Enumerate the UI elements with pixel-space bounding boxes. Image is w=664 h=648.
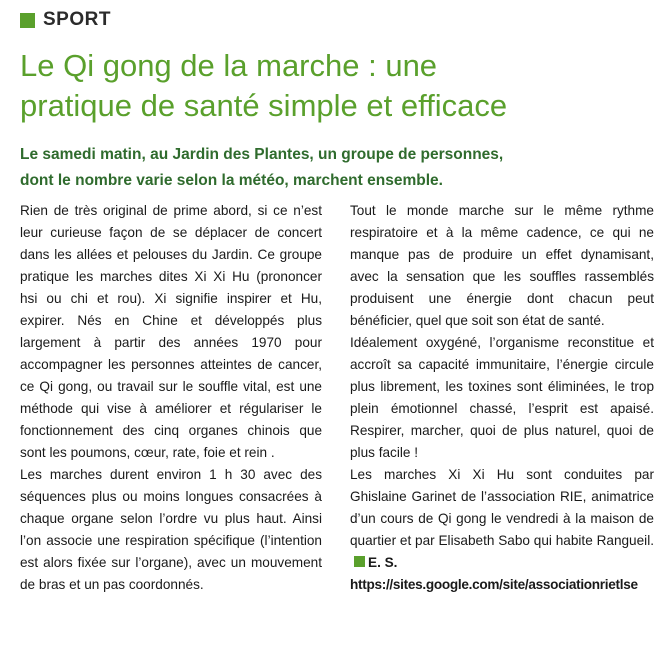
association-link[interactable]: https://sites.google.com/site/associationrietlse xyxy=(350,577,638,592)
article-title-line-1: Le Qi gong de la marche : une xyxy=(20,48,438,83)
closing-text: Les marches Xi Xi Hu sont conduites par Ghislaine Garinet de l’association RIE, animatrice d’un cours de Qi gong le vendredi à la maison de quartier et par Elisabeth Sabo qui habite Rangueil. xyxy=(350,467,654,548)
article-title xyxy=(20,46,650,126)
article-lead xyxy=(20,142,650,194)
section-rubric xyxy=(20,8,111,32)
article-title-line-2: pratique de santé simple et efficace xyxy=(20,88,508,123)
body-paragraph: Les marches durent environ 1 h 30 avec des séquences plus ou moins longues consacrées à chaque organe selon l’ordre vu plus haut. Ainsi l’on associe une respiration spécifique (l’intention est alors fixée sur l’organe), avec un mouvement de bras et un pas coordonnés. xyxy=(20,467,322,592)
signature-initials: E. S. xyxy=(368,555,398,570)
body-paragraph: Tout le monde marche sur le même rythme respiratoire et à la même cadence, ce qui ne manque pas de produire un effet dynamisant, avec la sensation que les souffles rassemblés produisent une énergie dont chacun peut bénéficier, quel que soit son état de santé. xyxy=(350,203,654,328)
right-column xyxy=(350,200,654,596)
lead-line-2: dont le nombre varie selon la météo, marchent ensemble. xyxy=(20,172,443,189)
section-marker-square xyxy=(20,13,35,28)
body-paragraph: Idéalement oxygéné, l’organisme reconstitue et accroît sa capacité immunitaire, l’énergie circule plus librement, les toxines sont éliminées, le trop plein émotionnel chassé, l’esprit est apaisé. Respirer, marcher, quoi de plus naturel, quoi de plus facile ! xyxy=(350,335,654,460)
author-signature xyxy=(350,555,397,570)
closing-paragraph xyxy=(350,464,654,574)
signature-marker-square xyxy=(354,556,365,567)
section-label: SPORT xyxy=(43,9,111,30)
lead-line-1: Le samedi matin, au Jardin des Plantes, un groupe de personnes, xyxy=(20,146,504,163)
body-paragraph: Rien de très original de prime abord, si ce n’est leur curieuse façon de se déplacer de concert dans les allées et pelouses du Jardin. Ce groupe pratique les marches dites Xi Xi Hu (prononcer hsi ou chi et rou). Xi signifie inspirer et Hu, expirer. Nés en Chine et développés plus largement à partir des années 1970 pour accompagner les personnes atteintes de cancer, ce Qi gong, ou travail sur le souffle vital, est une méthode qui vise à améliorer et régulariser le fonctionnement des cinq organes chinois que sont les poumons, cœur, rate, foie et rein . xyxy=(20,203,322,460)
left-column xyxy=(20,200,322,596)
